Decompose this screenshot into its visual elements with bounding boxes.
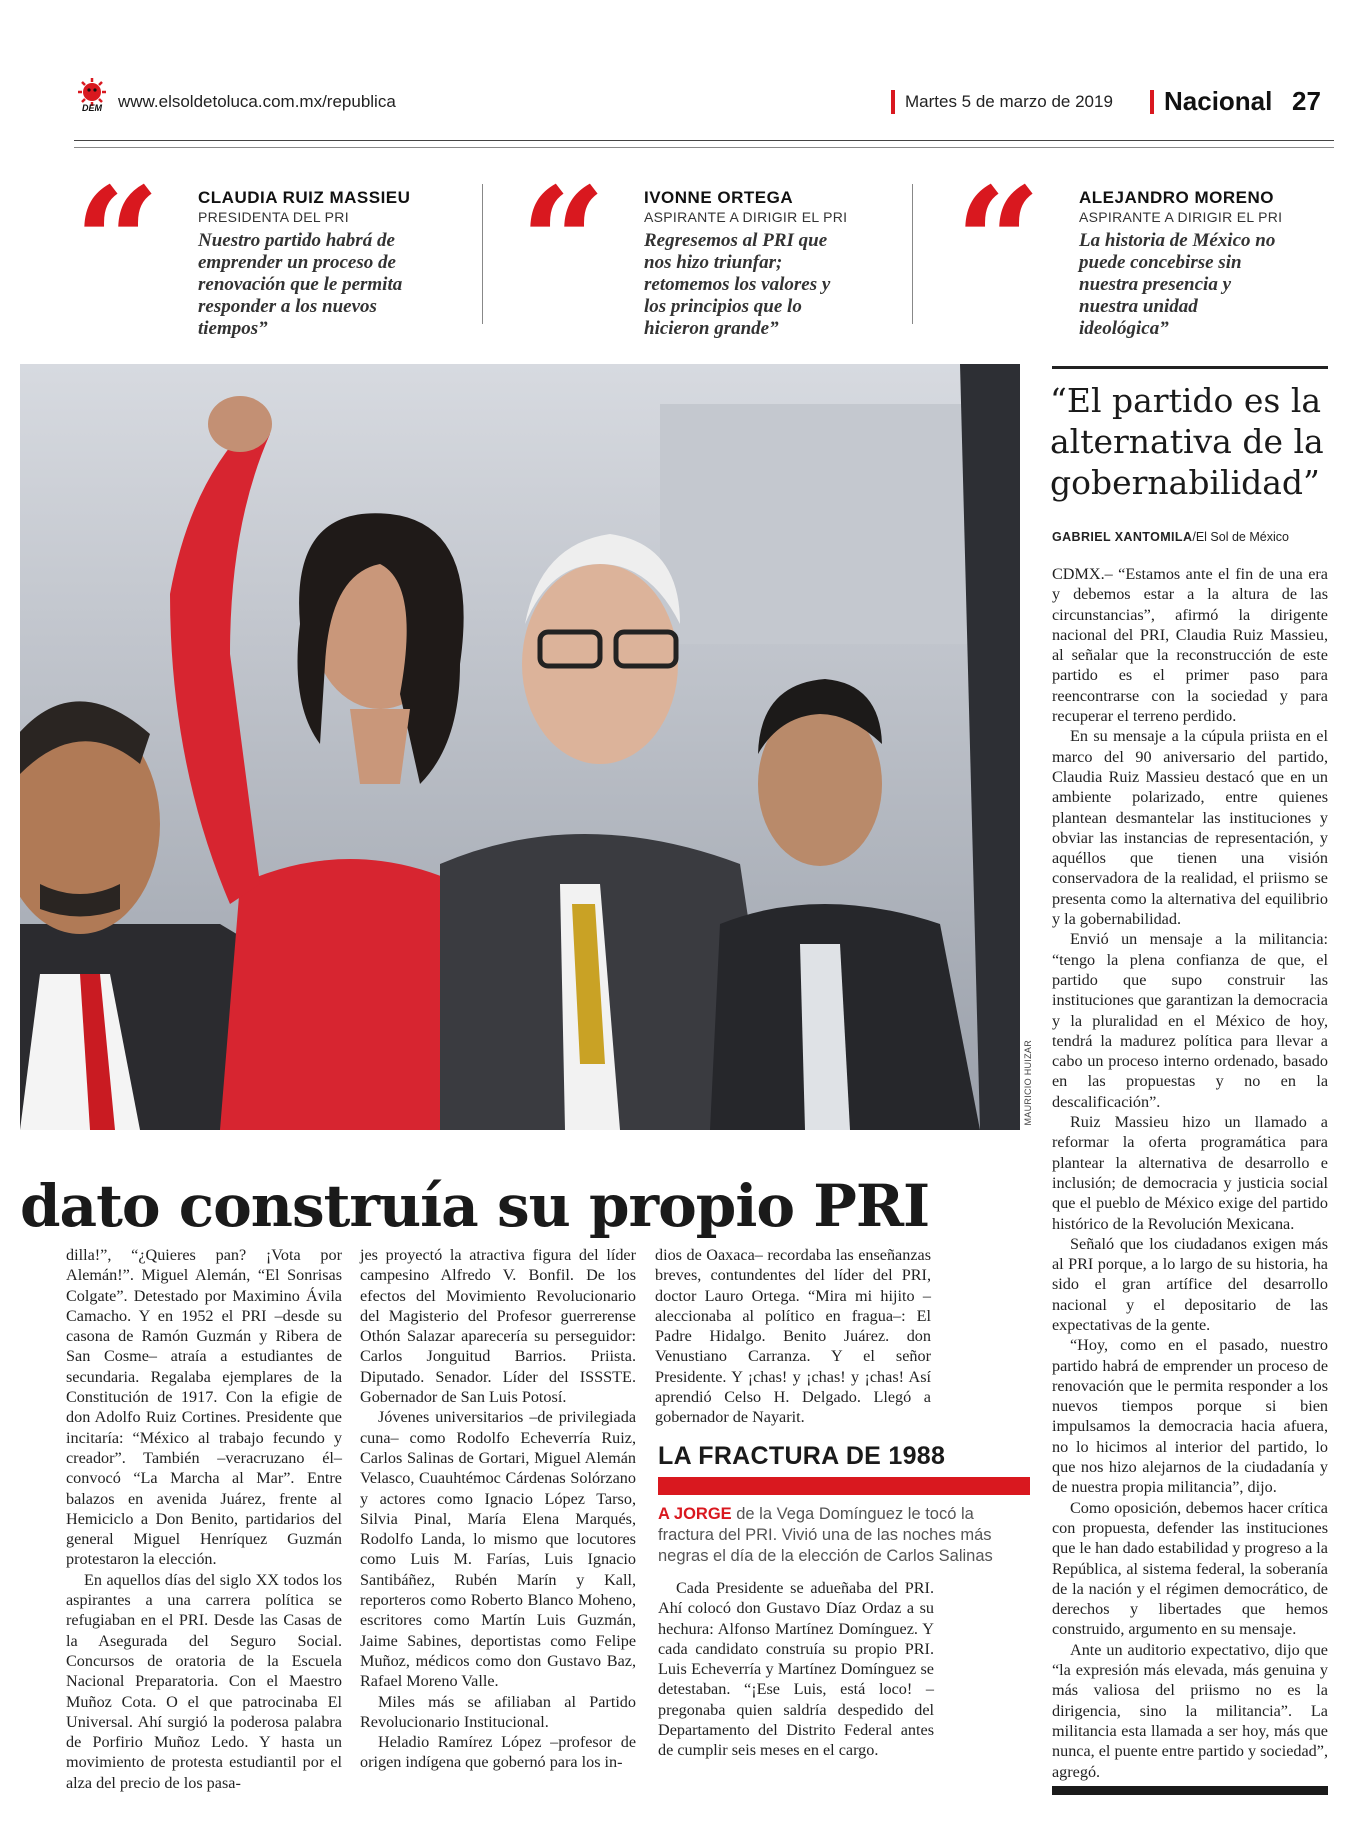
newspaper-logo <box>74 76 110 112</box>
sidebar-article <box>1052 564 1328 1782</box>
main-headline: dato construía su propio PRI <box>20 1172 930 1240</box>
paragraph: Cada Presidente se adueñaba del PRI. Ahí colocó don Gustavo Díaz Ordaz a su hechura: Alfonso Martínez Domínguez. Y cada candidato construía su propio PRI. Luis Echeverría y Martínez Domínguez se detestaban. “¡Ese Luis, está loco! –pregonaba quien saldría despedido del Departamento del Distrito Federal antes de cumplir seis meses en el cargo. <box>658 1579 934 1760</box>
quote-text: Regresemos al PRI que nos hizo triunfar; retomemos los valores y los principios que lo hicieron grande” <box>644 230 831 339</box>
paragraph: Envió un mensaje a la militancia: “tengo la plena confianza de que, el partido que supo construir las instituciones que garantizan la democracia y la pluralidad en el México de hoy, tendrá la madurez política para llevar a cabo un proceso interno ordenado, basado en las propuestas y no en la descalificación”. <box>1052 930 1328 1111</box>
sidebar-rule <box>1052 366 1328 369</box>
quote-mark-icon: “ <box>520 155 593 331</box>
quote-separator <box>482 184 483 324</box>
dek-lead: A JORGE <box>658 1505 732 1523</box>
paragraph: Como oposición, debemos hacer crítica con propuesta, defender las instituciones que le han dado estabilidad y progreso a la República, al sistema federal, la soberanía de la nación y el régimen democrático, de derechos y libertades que hemos construido, argumento en su mensaje. <box>1052 1498 1328 1639</box>
quote-role: ASPIRANTE A DIRIGIR EL PRI <box>1079 209 1283 225</box>
paragraph: Señaló que los ciudadanos exigen más al PRI porque, a lo largo de su historia, ha sido el gran artífice del desarrollo nacional y el depositario de las expectativas de la gente. <box>1052 1234 1328 1334</box>
quote-mark-icon: “ <box>74 155 147 331</box>
paragraph: Ante un auditorio expectativo, dijo que “la expresión más elevada, más genuina y más valiosa del priismo no es la dirigencia, sino la militancia”. La militancia esta llamada a ser hoy, más que nunca, el puente entre partido y sociedad”, agregó. <box>1052 1640 1328 1781</box>
paragraph: Ruiz Massieu hizo un llamado a reformar la oferta programática para plantear la alternativa de desarrollo e inclusión; de democracia y justicia social que el pueblo de México exige del partido histórico de la Revolución Mexicana. <box>1052 1113 1328 1233</box>
subhead-accent-bar <box>658 1477 1030 1495</box>
byline-outlet: /El Sol de México <box>1192 530 1289 544</box>
article-column-1 <box>66 1245 342 1793</box>
byline-author: GABRIEL XANTOMILA <box>1052 530 1193 544</box>
paragraph: dios de Oaxaca– recordaba las enseñanzas breves, contundentes del líder del PRI, doctor Lauro Ortega. “Mira mi hijito –aleccionaba al político en fragua–: El Padre Hidalgo. Benito Juárez. don Venustiano Carranza. Y el señor Presidente. Y ¡chas! y ¡chas! y ¡chas! Así aprendió Celso H. Delgado. Llegó a gobernador de Nayarit. <box>655 1246 931 1427</box>
paragraph: Heladio Ramírez López –profesor de origen indígena que gobernó para los in- <box>360 1733 636 1772</box>
paragraph: CDMX.– “Estamos ante el fin de una era y debemos estar a la altura de las circunstancias”, afirmó la dirigente nacional del PRI, Claudia Ruiz Massieu, al señalar que la reconstrucción de este partido es el primer paso para reencontrarse con la sociedad y para recuperar el terreno perdido. <box>1052 565 1328 726</box>
header-rule <box>74 147 1334 148</box>
photo-credit: MAURICIO HUIZAR <box>1023 1040 1033 1126</box>
sidebar-headline: “El partido es la alternativa de la gobernabilidad” <box>1050 381 1324 502</box>
paragraph: Jóvenes universitarios –de privilegiada cuna– como Rodolfo Echeverría Ruiz, Carlos Salinas de Gortari, Miguel Alemán Velasco, Cuauhtémoc Cárdenas Solórzano y actores como Ignacio López Tarso, Silvia Pinal, María Elena Marqués, Rodolfo Landa, lo mismo que locutores como Luis M. Farías, Luis Ignacio Santibáñez, Rubén Marín y Kall, reporteros como Roberto Blanco Moheno, escritores como Martín Luis Guzmán, Jaime Sabines, deportistas como Felipe Muñoz, médicos como don Gustavo Baz, Rafael Moreno Valle. <box>360 1408 636 1691</box>
quote-name: ALEJANDRO MORENO <box>1079 188 1275 207</box>
quote-text: La historia de México no puede concebirse sin nuestra presencia y nuestra unidad ideológica” <box>1079 230 1276 339</box>
quote-role: ASPIRANTE A DIRIGIR EL PRI <box>644 209 848 225</box>
header-accent-bar <box>891 90 895 114</box>
paragraph: Miles más se afiliaban al Partido Revolucionario Institucional. <box>360 1692 636 1731</box>
page-number: 27 <box>1292 86 1321 116</box>
quote-name: IVONNE ORTEGA <box>644 188 794 207</box>
header-accent-bar <box>1150 90 1154 114</box>
header-rule <box>74 140 1334 141</box>
section-name: Nacional <box>1164 86 1273 116</box>
quote-text: Nuestro partido habrá de emprender un proceso de renovación que le permita responder a los nuevos tiempos” <box>198 230 403 339</box>
subhead: LA FRACTURA DE 1988 <box>658 1442 946 1470</box>
article-column-2 <box>360 1245 636 1773</box>
paragraph: “Hoy, como en el pasado, nuestro partido habrá de emprender un proceso de renovación que le permita responder a los nuevos tiempos porque si bien impulsamos la democracia hacia afuera, no lo hicimos al interior del partido, lo que nos hizo alejarnos de la ciudadanía y de nuestra propia militancia”, dijo. <box>1052 1336 1328 1497</box>
issue-date: Martes 5 de marzo de 2019 <box>905 92 1113 111</box>
quote-role: PRESIDENTA DEL PRI <box>198 209 349 225</box>
paragraph: En aquellos días del siglo XX todos los aspirantes a una carrera política se refugiaban en el PRI. Desde las Casas de la Asegurada del Seguro Social. Concursos de oratoria de la Escuela Nacional Preparatoria. Con el Maestro Muñoz Cota. O el que patrocinaba El Universal. Ahí surgió la poderosa palabra de Porfirio Muñoz Ledo. Y hasta un movimiento de protesta estudiantil por el alza del precio de los pasa- <box>66 1570 342 1792</box>
paragraph: jes proyectó la atractiva figura del líder campesino Alfredo V. Bonfil. De los efectos del Movimiento Revolucionario del Magisterio del Profesor guerrerense Othón Salazar aparecería su perseguidor: Carlos Jonguitud Barrios. Priista. Diputado. Senador. Líder del ISSSTE. Gobernador de San Luis Potosí. <box>360 1246 636 1407</box>
article-column-3 <box>655 1245 931 1428</box>
article-column-3-bottom <box>658 1578 934 1761</box>
quote-name: CLAUDIA RUIZ MASSIEU <box>198 188 411 207</box>
subhead-dek <box>658 1504 1028 1567</box>
dek-text: de la Vega Domínguez le tocó la fractura del PRI. Vivió una de las noches más negras el día de la elección de Carlos Salinas <box>658 1505 993 1565</box>
paragraph: dilla!”, “¿Quieres pan? ¡Vota por Alemán!”. Miguel Alemán, “El Sonrisas Colgate”. Detestado por Maximino Ávila Camacho. Y en 1952 el PRI –desde su casona de Ramón Guzmán y Ribera de San Cosme– atraía a estudiantes de secundaria. Regalaba ejemplares de la Constitución de 1917. Con la efigie de don Adolfo Ruiz Cortines. Presidente que incitaría: “México al trabajo fecundo y creador”. También –veracruzano él– convocó “La Marcha al Mar”. Entre balazos en avenida Juárez, frente al Hemiciclo a Don Benito, partidarios del general Miguel Henríquez Guzmán protestaron la elección. <box>66 1246 342 1569</box>
quote-mark-icon: “ <box>955 155 1028 331</box>
byline <box>1052 530 1289 544</box>
logo-text: DEM <box>82 103 102 113</box>
paragraph: En su mensaje a la cúpula priista en el marco del 90 aniversario del partido, Claudia Ruiz Massieu destacó que en un ambiente polarizado, entre quienes plantean desmantelar las instituciones y obviar las instancias de representación, y aquéllos que tienen una visión conservadora de la realidad, el priismo se presenta como la alternativa del equilibrio y la gobernabilidad. <box>1052 727 1328 929</box>
site-url[interactable]: www.elsoldetoluca.com.mx/republica <box>118 92 396 111</box>
quote-separator <box>912 184 913 324</box>
news-photo <box>20 364 1020 1130</box>
sidebar-end-rule <box>1052 1786 1328 1795</box>
